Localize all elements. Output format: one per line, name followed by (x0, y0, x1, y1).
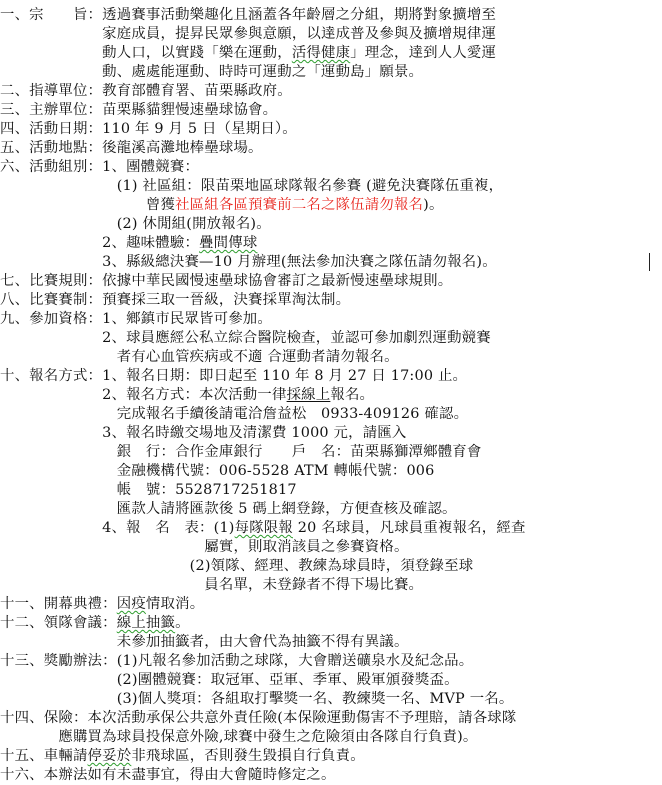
doc-span-l33b: 線上抽籤 (116, 615, 176, 631)
doc-line-7: 四、活動日期：110 年 9 月 5 日（星期日）。 (0, 121, 297, 137)
doc-span-l40a: 十五、車輛請 (0, 748, 88, 764)
doc-line-29: 屬實，則取消該員之參賽資格。 (0, 539, 409, 555)
doc-span-l13a: 2、趣味體驗： (0, 235, 200, 251)
doc-span-l21a: 2、報名方式：本次活動一律 (0, 387, 287, 403)
doc-line-9: 六、活動組別：1、團體競賽： (0, 159, 200, 175)
doc-span-l28a: 4、報 名 表：(1) (0, 520, 235, 536)
doc-line-5: 二、指導單位：教育部體育署、苗栗縣政府。 (0, 83, 292, 99)
doc-span-l3c: 」理念，達到人人愛運 (350, 45, 497, 61)
doc-line-12: (2) 休閒組(開放報名)。 (0, 216, 271, 232)
doc-line-3 (0, 43, 496, 63)
doc-line-15: 七、比賽規則：依據中華民國慢速壘球協會審訂之最新慢速壘球規則。 (0, 273, 453, 289)
doc-span-l21b: 採線上 (286, 387, 331, 403)
doc-line-22: 完成報名手續後請電洽詹益松 0933-409126 確認。 (0, 406, 469, 422)
doc-line-8: 五、活動地點：後龍溪高灘地棒壘球場。 (0, 140, 263, 156)
doc-line-27: 匯款人請將匯款後 5 碼上網登錄，方便查核及確認。 (0, 501, 457, 517)
doc-span-l32c: 情取消。 (145, 596, 205, 612)
doc-line-17: 九、參加資格：1、鄉鎮市民眾皆可參加。 (0, 311, 272, 327)
doc-line-32 (0, 594, 204, 614)
doc-span-l21c: 報名。 (330, 387, 375, 403)
doc-line-28 (0, 518, 526, 538)
doc-line-20: 十、報名方式：1、報名日期：即日起至 110 年 8 月 27 日 17:00 止。 (0, 368, 468, 384)
doc-line-30: (2)領隊、經理、教練為球員時，須登錄至球 (0, 558, 474, 574)
doc-line-19: 者有心血管疾病或不適 合運動者請勿報名。 (0, 349, 399, 365)
doc-line-11 (0, 195, 444, 215)
doc-line-6: 三、主辦單位：苗栗縣貓貍慢速壘球協會。 (0, 102, 278, 118)
doc-line-16: 八、比賽賽制：預賽採三取一晉級，決賽採單淘汰制。 (0, 292, 351, 308)
doc-line-35: 十三、獎勵辦法：(1)凡報名參加活動之球隊，大會贈送礦泉水及紀念品。 (0, 653, 474, 669)
doc-line-14: 3、縣級總決賽—10 月辦理(無法參加決賽之隊伍請勿報名)。 (0, 254, 497, 270)
doc-line-26: 帳 號：5528717251817 (0, 482, 297, 498)
doc-span-l40b: 停妥於 (87, 748, 132, 764)
doc-line-39: 應購買為球員投保意外險,球賽中發生之危險須由各隊自行負責)。 (0, 729, 478, 745)
doc-span-l33c: 。 (175, 615, 190, 631)
doc-span-l11c: )。 (423, 197, 444, 213)
doc-line-21 (0, 385, 374, 405)
doc-line-13 (0, 233, 257, 253)
doc-line-36: (2)團體競賽：取冠軍、亞軍、季軍、殿軍頒發獎盃。 (0, 672, 459, 688)
doc-line-37: (3)個人獎項：各組取打擊獎一名、教練獎一名、MVP 一名。 (0, 691, 514, 707)
doc-line-1: 一、宗 旨：透過賽事活動樂趣化且涵蓋各年齡層之分組，期將對象擴增至 (0, 7, 497, 23)
doc-line-41: 十六、本辦法如有未盡事宜，得由大會隨時修定之。 (0, 767, 336, 783)
doc-span-l32a: 十一、開幕典禮： (0, 596, 117, 612)
doc-line-4: 動、處處能運動、時時可運動之「運動島」願景。 (0, 64, 424, 80)
doc-span-l11a: 曾獲 (0, 197, 176, 213)
doc-line-34: 未參加抽籤者，由大會代為抽籤不得有異議。 (0, 634, 409, 650)
doc-span-l11b: 社區組各區預賽前二名之隊伍請勿報名 (175, 197, 424, 213)
doc-line-2: 家庭成員，提昇民眾參與意願，以達成普及參與及擴增規律運 (0, 26, 497, 42)
doc-span-l40c: 非飛球區，否則發生毀損自行負責。 (131, 748, 365, 764)
text-cursor (649, 253, 650, 271)
doc-line-10: (1) 社區組：限苗栗地區球隊報名參賽 (避免決賽隊伍重複， (0, 178, 504, 194)
doc-line-33 (0, 613, 190, 633)
doc-line-23: 3、報名時繳交場地及清潔費 1000 元，請匯入 (0, 425, 407, 441)
doc-span-l13b: 疊間傳球 (199, 235, 258, 251)
doc-line-38: 十四、保險：本次活動承保公共意外責任險(本保險運動傷害不予理賠，請各球隊 (0, 710, 517, 726)
doc-line-40 (0, 746, 365, 766)
doc-span-l28b: 每隊限報 (234, 520, 293, 536)
doc-line-25: 金融機構代號：006-5528 ATM 轉帳代號：006 (0, 463, 435, 479)
doc-span-l28c: 20 名球員，凡球員重複報名，經查 (293, 520, 526, 536)
doc-line-24: 銀 行：合作金庫銀行 戶 名：苗栗縣獅潭鄉體育會 (0, 444, 482, 460)
doc-span-l3b: 活得健康 (291, 45, 351, 61)
doc-span-l32b: 因疫 (116, 596, 146, 612)
doc-line-31: 員名單，未登錄者不得下場比賽。 (0, 577, 424, 593)
doc-span-l3a: 動人口，以實踐「樂在運動， (0, 45, 292, 61)
doc-span-l33a: 十二、領隊會議： (0, 615, 117, 631)
doc-line-18: 2、球員應經公私立綜合醫院檢查，並認可參加劇烈運動競賽 (0, 330, 491, 346)
